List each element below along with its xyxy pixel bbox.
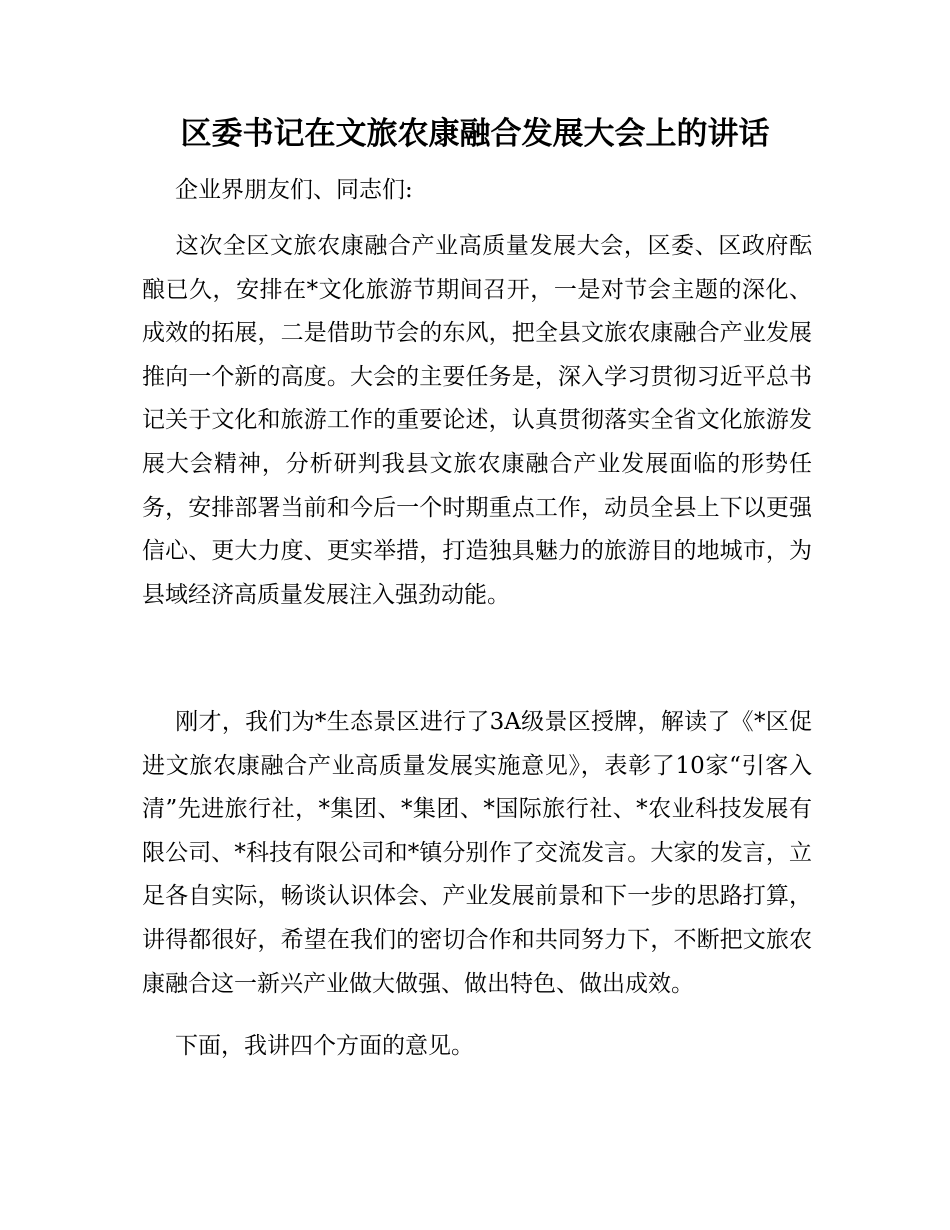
- greeting-paragraph: [142, 169, 812, 213]
- body-paragraph-text: 刚才，我们为*生态景区进行了3A级景区授牌，解读了《*区促进文旅农康融合产业高质量发展实施意见》，表彰了10家“引客入清”先进旅行社，*集团、*集团、*国际旅行社、*农业科技发展有限公司、*科技有限公司和*镇分别作了交流发言。大家的发言，立足各自实际，畅谈认识体会、产业发展前景和下一步的思路打算，讲得都很好，希望在我们的密切合作和共同努力下，不断把文旅农康融合这一新兴产业做大做强、做出特色、做出成效。: [142, 709, 812, 997]
- greeting-text: 企业界朋友们、同志们:: [175, 177, 413, 203]
- document-title: 区委书记在文旅农康融合发展大会上的讲话: [180, 116, 770, 152]
- body-paragraph-text: 下面，我讲四个方面的意见。: [175, 1033, 474, 1059]
- body-paragraph: [142, 701, 812, 1006]
- body-paragraph-text: 这次全区文旅农康融合产业高质量发展大会，区委、区政府酝酿已久，安排在*文化旅游节期间召开，一是对节会主题的深化、成效的拓展，二是借助节会的东风，把全县文旅农康融合产业发展推向一个新的高度。大会的主要任务是，深入学习贯彻习近平总书记关于文化和旅游工作的重要论述，认真贯彻落实全省文化旅游发展大会精神，分析研判我县文旅农康融合产业发展面临的形势任务，安排部署当前和今后一个时期重点工作，动员全县上下以更强信心、更大力度、更实举措，打造独具魅力的旅游目的地城市，为县域经济高质量发展注入强劲动能。: [142, 233, 812, 608]
- body-paragraph: [142, 1025, 812, 1069]
- body-paragraph: [142, 225, 812, 617]
